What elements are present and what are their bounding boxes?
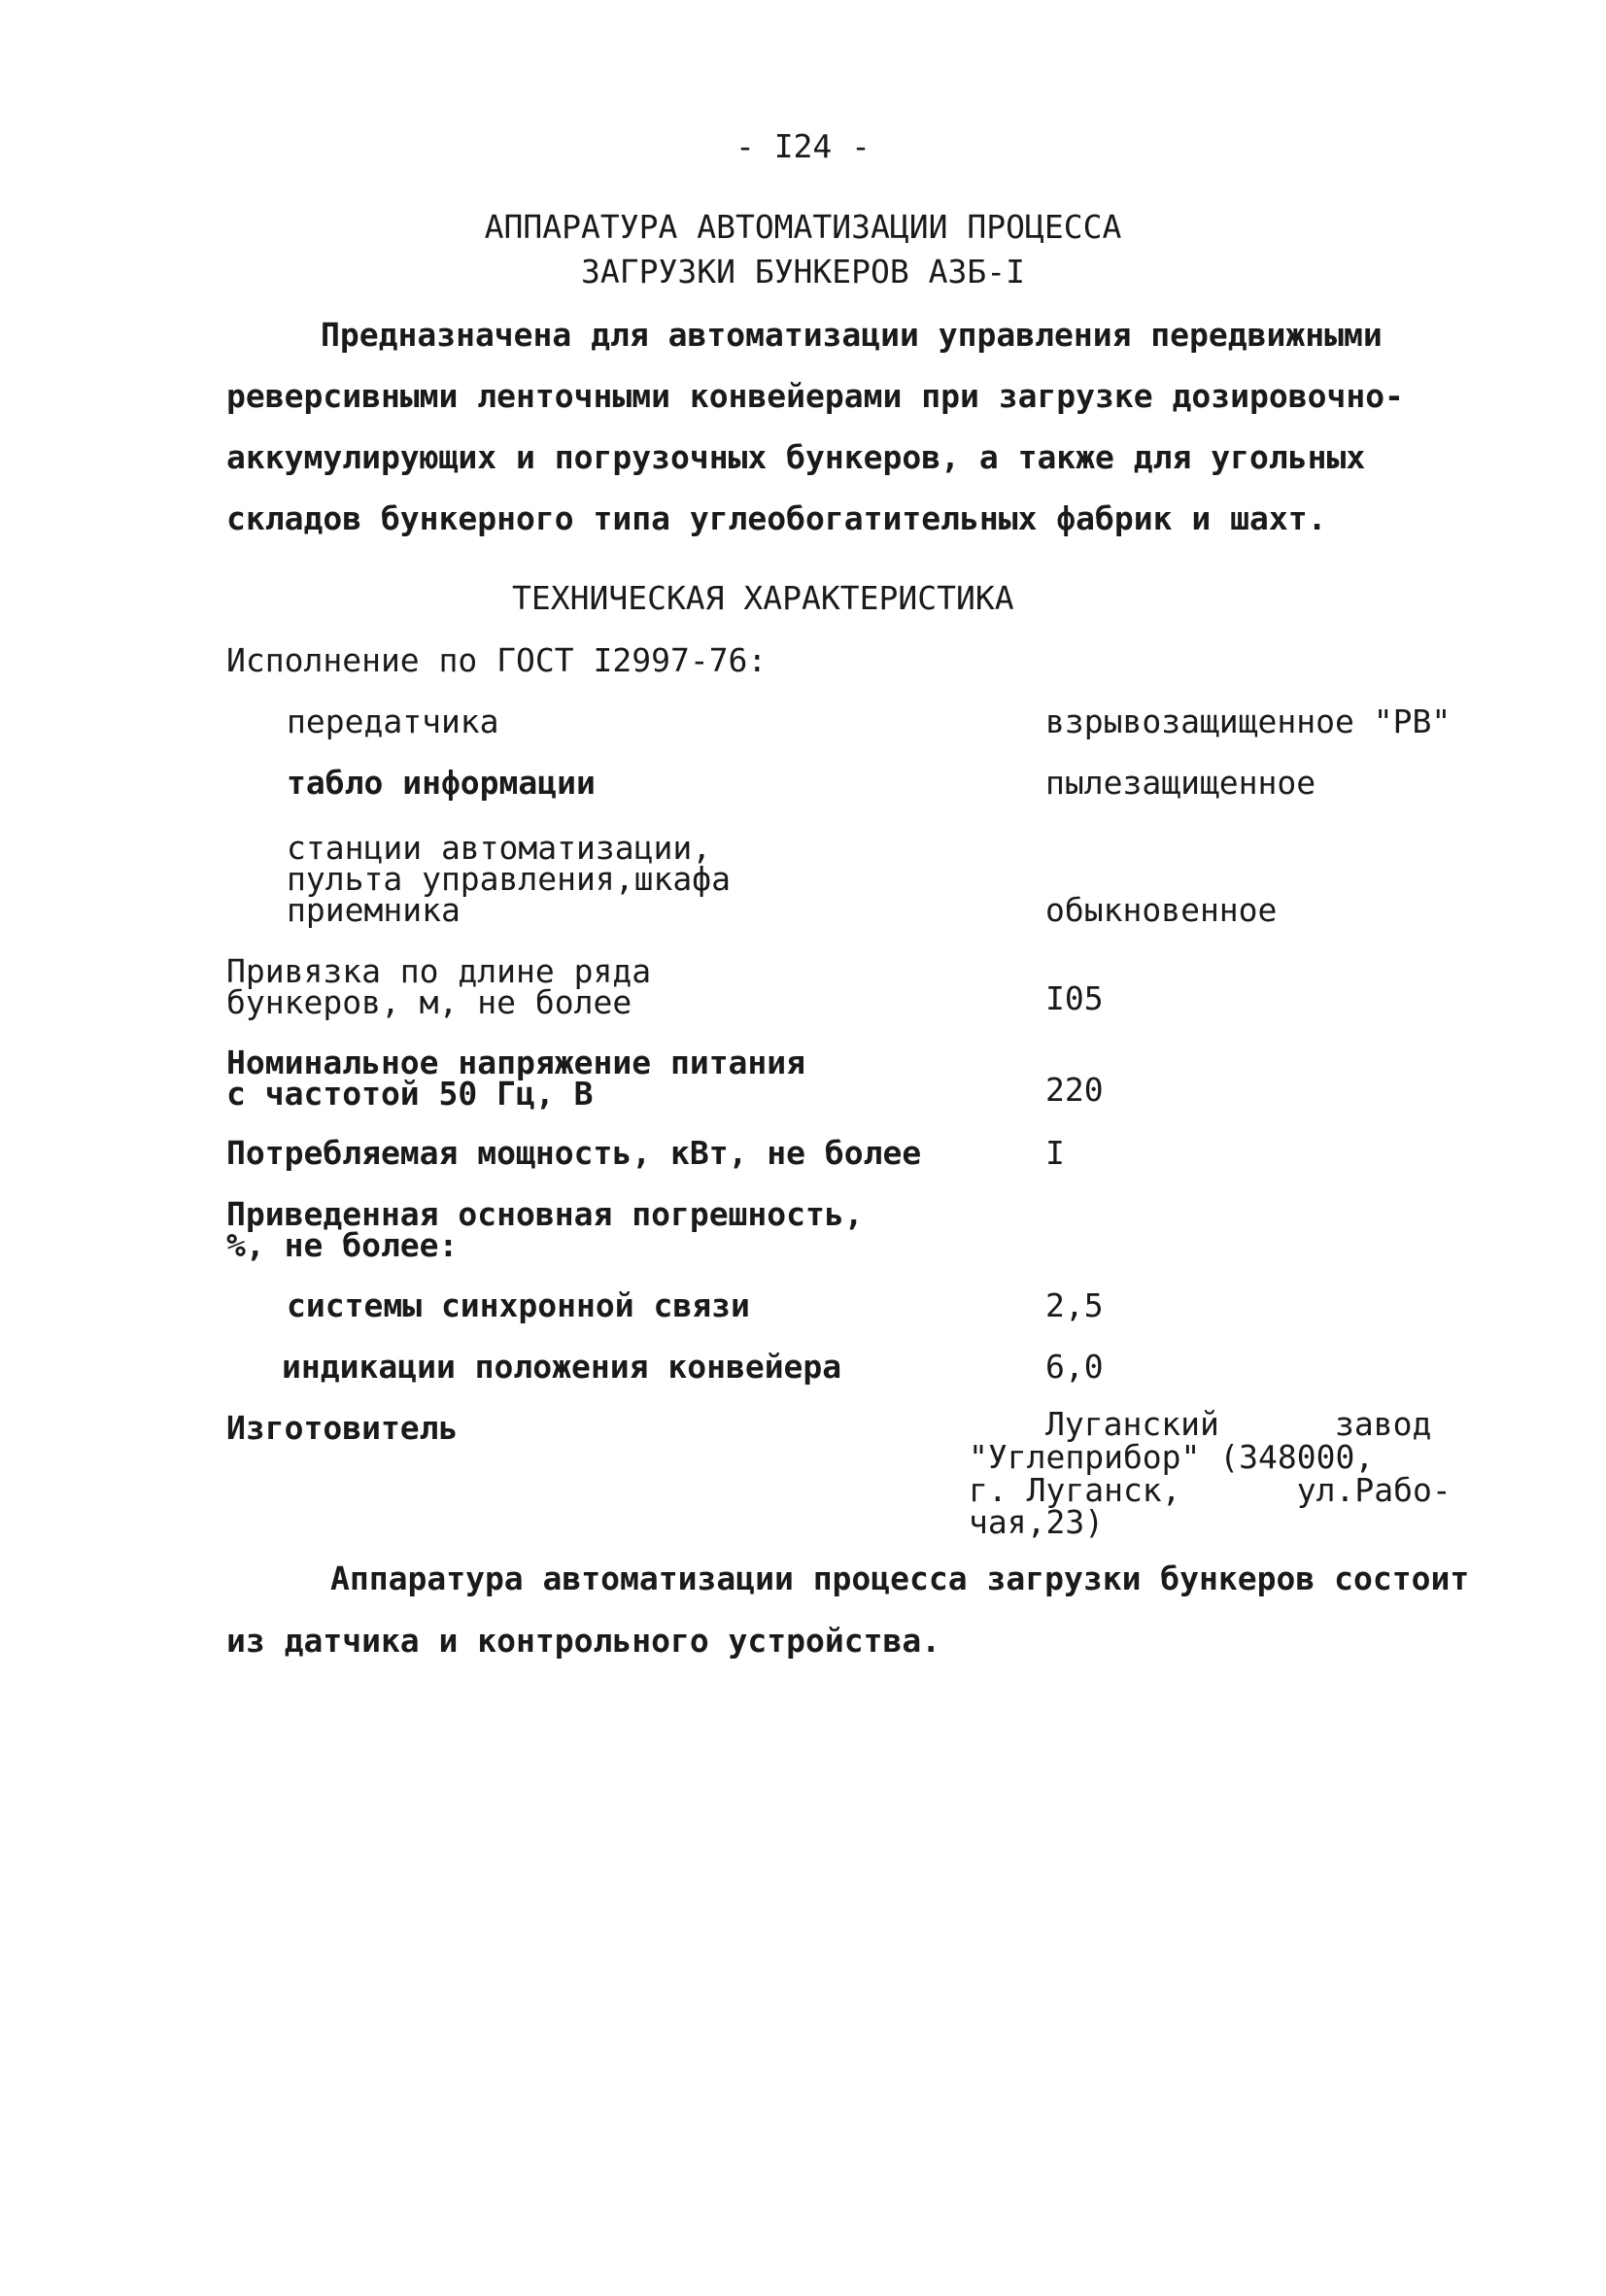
station-value: обыкновенное: [1045, 891, 1278, 929]
title-line-2: ЗАГРУЗКИ БУНКЕРОВ АЗБ-I: [581, 253, 1025, 291]
station-label-1: станции автоматизации,: [287, 829, 712, 867]
error-label-1: Приведенная основная погрешность,: [226, 1195, 864, 1233]
station-label-2: пульта управления,шкафа: [287, 860, 731, 898]
power-label: Потребляемая мощность, кВт, не более: [226, 1134, 922, 1172]
closing-line-1: Аппаратура автоматизации процесса загрузки бункеров состоит: [330, 1559, 1470, 1597]
transmitter-label: передатчика: [287, 703, 499, 740]
closing-line-2: из датчика и контрольного устройства.: [226, 1622, 941, 1660]
maker-value-3: г. Луганск, ул.Рабо-: [969, 1471, 1452, 1509]
voltage-label-2: с частотой 50 Гц, В: [226, 1075, 594, 1113]
transmitter-value: взрывозащищенное "РВ": [1045, 703, 1452, 740]
maker-value-4: чая,23): [969, 1503, 1105, 1541]
board-value: пылезащищенное: [1045, 764, 1316, 802]
voltage-value: 220: [1045, 1071, 1104, 1109]
sync-label: системы синхронной связи: [287, 1286, 750, 1324]
station-label-3: приемника: [287, 891, 461, 929]
intro-line-3: аккумулирующих и погрузочных бункеров, а также для угольных: [226, 438, 1366, 476]
intro-line-1: Предназначена для автоматизации управления передвижными: [321, 316, 1383, 354]
voltage-label-1: Номинальное напряжение питания: [226, 1044, 806, 1081]
binding-label-2: бункеров, м, не более: [226, 983, 632, 1021]
page-number: - I24 -: [735, 127, 871, 165]
title-line-1: АППАРАТУРА АВТОМАТИЗАЦИИ ПРОЦЕССА: [484, 208, 1122, 246]
spec-heading: ТЕХНИЧЕСКАЯ ХАРАКТЕРИСТИКА: [512, 579, 1014, 617]
intro-line-4: складов бункерного типа углеобогатительных фабрик и шахт.: [226, 499, 1327, 537]
intro-line-2: реверсивными ленточными конвейерами при загрузке дозировочно-: [226, 377, 1404, 415]
maker-label: Изготовитель: [226, 1409, 459, 1447]
maker-value-1: Луганский завод: [1045, 1405, 1432, 1443]
indication-label: индикации положения конвейера: [282, 1348, 842, 1386]
board-label: табло информации: [287, 764, 596, 802]
execution-label: Исполнение по ГОСТ I2997-76:: [226, 641, 768, 679]
indication-value: 6,0: [1045, 1348, 1104, 1386]
binding-value: I05: [1045, 979, 1104, 1017]
maker-value-2: "Углеприбор" (348000,: [969, 1438, 1375, 1476]
power-value: I: [1045, 1134, 1065, 1172]
binding-label-1: Привязка по длине ряда: [226, 952, 652, 990]
sync-value: 2,5: [1045, 1286, 1104, 1324]
error-label-2: %, не более:: [226, 1226, 459, 1264]
